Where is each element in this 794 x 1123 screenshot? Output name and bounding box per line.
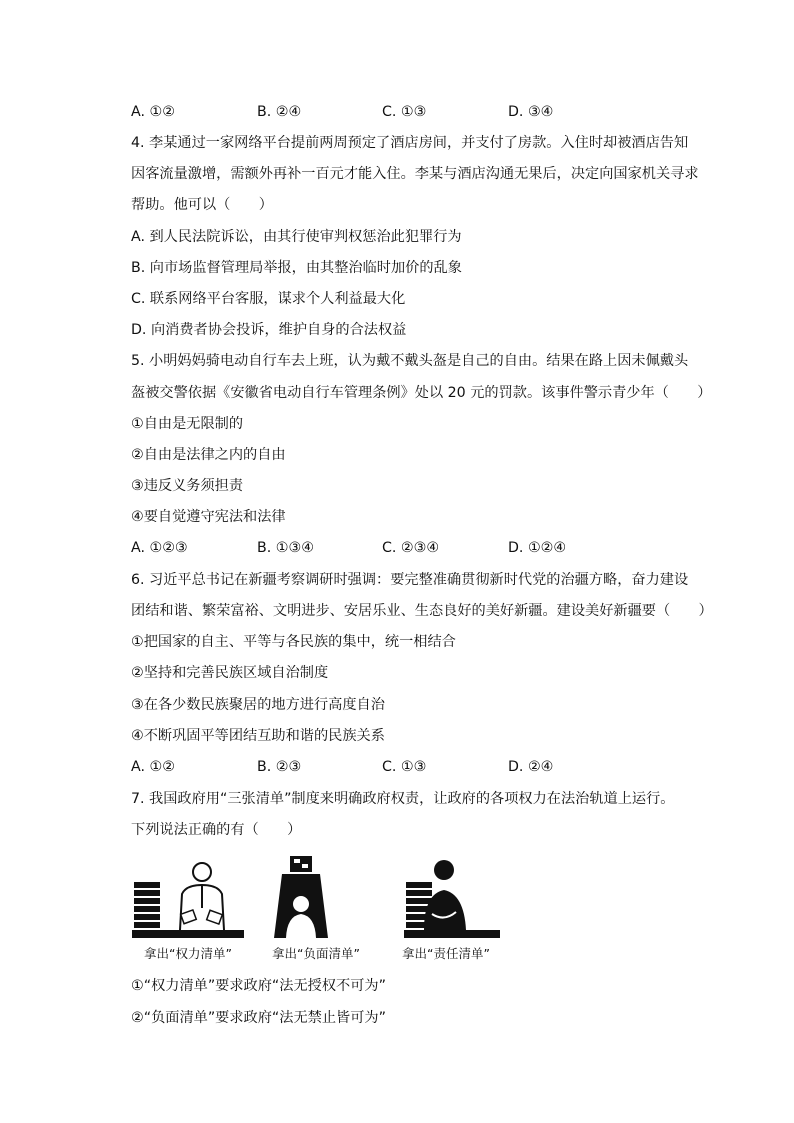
figure-negative-list [256,852,376,964]
q6-option-c: C. ①③ [382,759,427,775]
q4-stem-line-3: 帮助。他可以（ ） [131,197,273,213]
q6-item-4: ④不断巩固平等团结互助和谐的民族关系 [131,728,385,744]
q4-choice-b: B. 向市场监督管理局举报，由其整治临时加价的乱象 [131,260,462,276]
q6-option-d: D. ②④ [508,759,554,775]
caption-responsibility-list: 拿出“责任清单” [402,946,490,961]
q6-option-a: A. ①② [131,759,175,775]
caption-negative-list: 拿出“负面清单” [272,946,360,961]
q3-option-a: A. ①② [131,104,175,120]
q3-option-c: C. ①③ [382,104,427,120]
q7-stem-line-1: 7. 我国政府用“三张清单”制度来明确政府权责，让政府的各项权力在法治轨道上运行。 [131,791,675,807]
q4-choice-d: D. 向消费者协会投诉，维护自身的合法权益 [131,322,407,338]
q6-item-2: ②坚持和完善民族区域自治制度 [131,665,329,681]
q5-option-b: B. ①③④ [257,540,314,556]
q4-choice-a: A. 到人民法院诉讼，由其行使审判权惩治此犯罪行为 [131,229,462,245]
q6-stem-line-2: 团结和谐、繁荣富裕、文明进步、安居乐业、生态良好的美好新疆。建设美好新疆要（ ） [131,603,713,619]
q3-option-d: D. ③④ [508,104,554,120]
power-list-drawing [128,852,248,944]
q4-stem-line-1: 4. 李某通过一家网络平台提前两周预定了酒店房间，并支付了房款。入住时却被酒店告知 [131,135,689,151]
q5-stem-line-1: 5. 小明妈妈骑电动自行车去上班，认为戴不戴头盔是自己的自由。结果在路上因未佩戴头 [131,353,689,369]
q5-item-3: ③违反义务须担责 [131,478,244,494]
q6-item-1: ①把国家的自主、平等与各民族的集中，统一相结合 [131,634,456,650]
q7-item-2: ②“负面清单”要求政府“法无禁止皆可为” [131,1010,386,1026]
negative-list-drawing [256,852,376,944]
q5-option-a: A. ①②③ [131,540,188,556]
q4-stem-line-2: 因客流量激增，需额外再补一百元才能入住。李某与酒店沟通无果后，决定向国家机关寻求 [131,166,699,182]
q3-option-b: B. ②④ [257,104,302,120]
q4-choice-c: C. 联系网络平台客服，谋求个人利益最大化 [131,291,406,307]
figure-responsibility-list [386,852,506,964]
q5-option-c: C. ②③④ [382,540,440,556]
q5-stem-line-2: 盔被交警依据《安徽省电动自行车管理条例》处以 20 元的罚款。该事件警示青少年（ ） [131,385,712,401]
q6-item-3: ③在各少数民族聚居的地方进行高度自治 [131,697,385,713]
figure-power-list [128,852,248,964]
caption-power-list: 拿出“权力清单” [144,946,232,961]
q6-option-b: B. ②③ [257,759,302,775]
q5-option-d: D. ①②④ [508,540,567,556]
q7-stem-line-2: 下列说法正确的有（ ） [131,822,302,838]
q5-item-2: ②自由是法律之内的自由 [131,447,286,463]
three-lists-illustration [128,852,508,964]
q6-stem-line-1: 6. 习近平总书记在新疆考察调研时强调：要完整准确贯彻新时代党的治疆方略，奋力建设 [131,572,689,588]
responsibility-list-drawing [386,852,506,944]
q5-item-1: ①自由是无限制的 [131,416,244,432]
q7-item-1: ①“权力清单”要求政府“法无授权不可为” [131,978,386,994]
q5-item-4: ④要自觉遵守宪法和法律 [131,509,286,525]
